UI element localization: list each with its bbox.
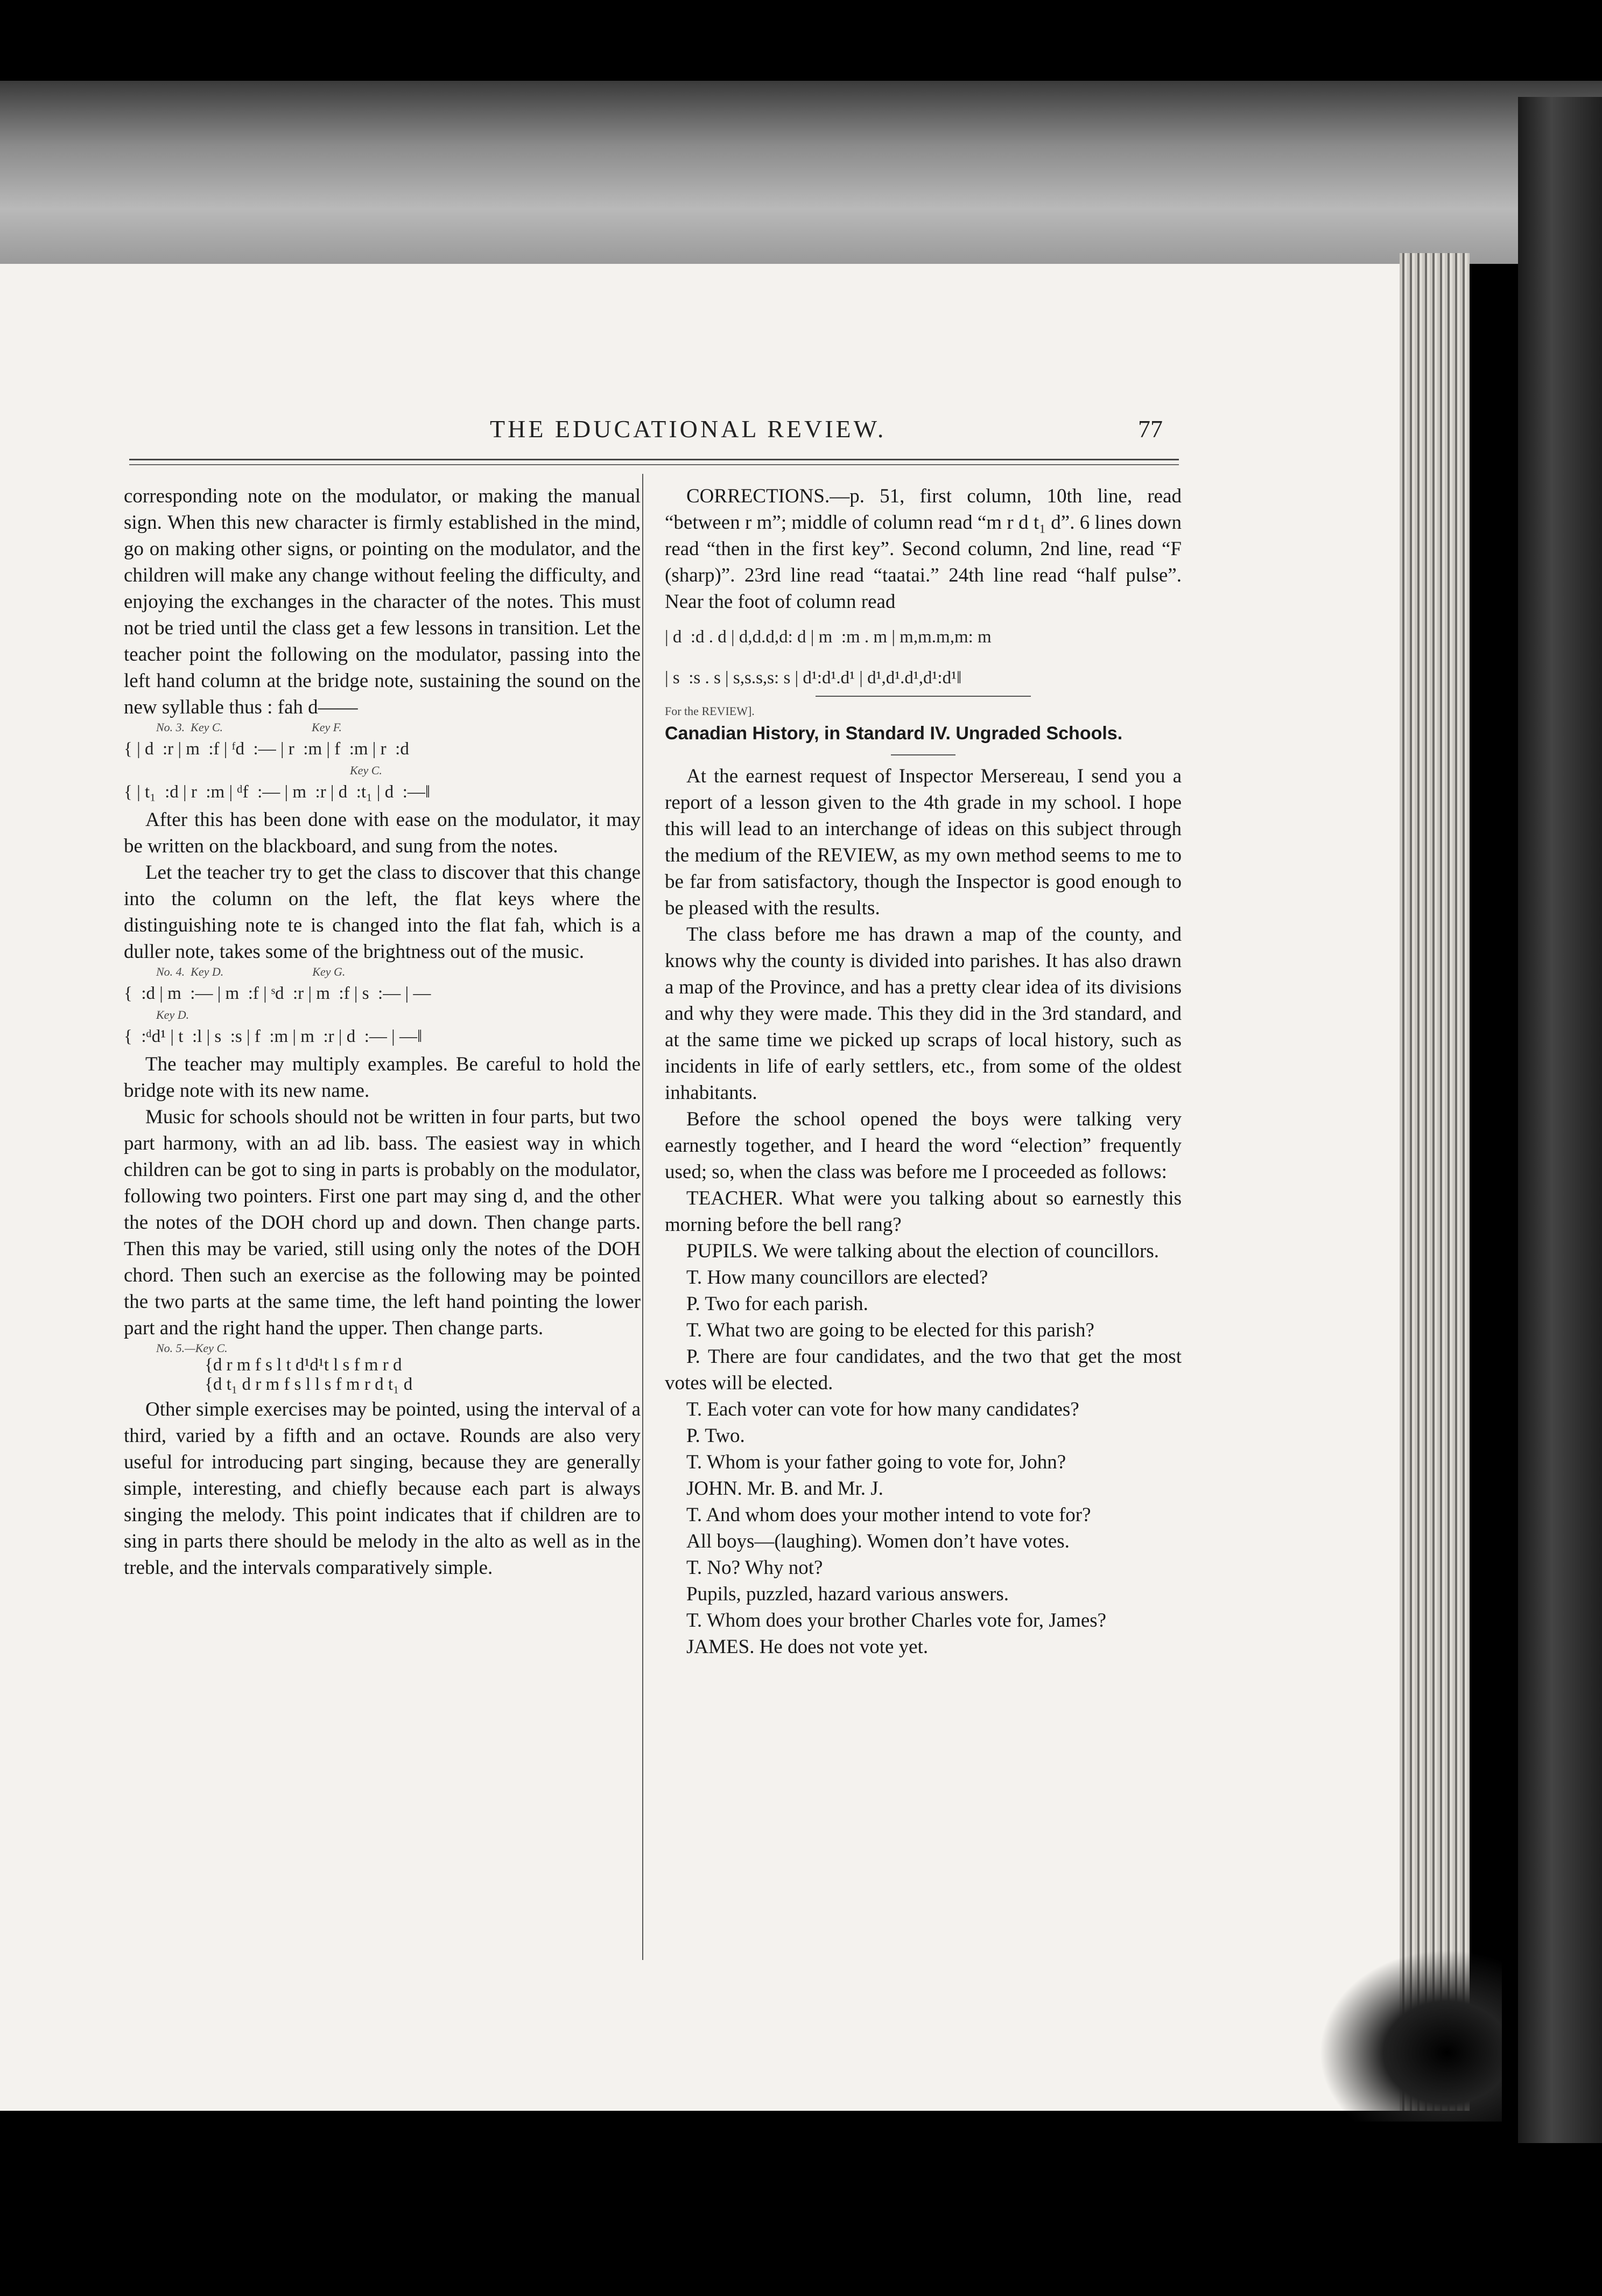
dialogue-line: T. How many councillors are elected? <box>686 1266 988 1289</box>
dialogue-line: P. There are four candidates, and the two that get the most votes will be elected. <box>665 1346 1182 1394</box>
header-rule-thin <box>129 464 1179 465</box>
music-notation: { :d | m :— | m :f | ˢd :r | m :f | s :— | — <box>124 984 431 1003</box>
paragraph: Let the teacher try to get the class to discover that this change into the column on the left, the flat keys where the distinguishing note te is changed into the flat fah, which is a duller note, takes some of the brightness out of the music. <box>124 862 641 963</box>
column-divider <box>642 474 643 1960</box>
dialogue-line: P. Two. <box>686 1425 745 1447</box>
attribution: For the REVIEW]. <box>665 704 755 718</box>
paragraph: Before the school opened the boys were talking very earnestly together, and I heard the word “election” frequently used; so, when the class was before me I proceeded as follows: <box>665 1108 1182 1183</box>
paragraph: corresponding note on the modulator, or making the manual sign. When this new character is firmly established in the mind, go on making other signs, or pointing on the modulator, and the children will make any change without feeling the difficulty, and enjoying the exchanges in the character of the notes. This must not be tried until the class get a few lessons in transition. Let the teacher point the following on the modulator, passing into the left hand column at the bridge note, sustaining the sound on the new syllable thus : fah d—— <box>124 485 641 718</box>
dialogue-line: JOHN. Mr. B. and Mr. J. <box>686 1478 883 1500</box>
music-notation: { | t₁ :d | r :m | ᵈf :— | m :r | d :t₁ | d :—‖ <box>124 782 431 802</box>
section-rule <box>816 696 1031 697</box>
article-heading: Canadian History, in Standard IV. Ungraded Schools. <box>665 723 1123 744</box>
dialogue-line: T. What two are going to be elected for this parish? <box>686 1319 1094 1341</box>
dialogue-line: T. Whom is your father going to vote for, John? <box>686 1451 1066 1473</box>
scan-shadow <box>1319 1949 1502 2122</box>
paragraph: The class before me has drawn a map of the county, and knows why the county is divided into parishes. It has also drawn a map of the Province, and has a pretty clear idea of its divisions and why they were made. This they did in the 3rd standard, and at the same time we picked up scraps of local history, such as incidents in life of early settlers, etc., from some of the oldest inhabitants. <box>665 923 1182 1104</box>
example-label: No. 4. Key D. Key G. <box>156 965 346 978</box>
page-number: 77 <box>1138 415 1163 443</box>
dialogue-line: TEACHER. What were you talking about so earnestly this morning before the bell rang? <box>665 1187 1182 1236</box>
music-notation: | s :s . s | s,s.s,s: s | d¹:d¹.d¹ | d¹,d¹.d¹,d¹:d¹‖ <box>665 668 962 688</box>
dialogue-line: PUPILS. We were talking about the election of councillors. <box>686 1240 1159 1262</box>
dialogue-line: P. Two for each parish. <box>686 1293 868 1315</box>
corrections-paragraph: CORRECTIONS.—p. 51, first column, 10th line, read “between r m”; middle of column read “m r d t₁ d”. 6 lines down read “then in the first key”. Second column, 2nd line, read “F (sharp)”. 23rd line read “taatai.” 24th line read “half pulse”. Near the foot of column read <box>665 485 1182 613</box>
paragraph: Other simple exercises may be pointed, using the interval of a third, varied by a fifth and an octave. Rounds are also very useful for introducing part singing, because they are generally simple, interesting, and chiefly because each part is always singing the melody. This point indicates that if children are to sing in parts there should be melody in the alto as well as in the treble, and the intervals comparatively simple. <box>124 1398 641 1579</box>
example-label: No. 5.—Key C. <box>156 1341 228 1355</box>
paragraph: After this has been done with ease on the modulator, it may be written on the blackboard, and sung from the notes. <box>124 809 641 857</box>
left-column <box>124 483 641 1581</box>
paragraph: At the earnest request of Inspector Mersereau, I send you a report of a lesson given to the 4th grade in my school. I hope this will lead to an interchange of ideas on this subject through the medium of the REVIEW, as my own method seems to me to be far from satisfactory, though the Inspector is good enough to be pleased with the results. <box>665 765 1182 919</box>
dialogue-line: T. Whom does your brother Charles vote for, James? <box>686 1609 1107 1632</box>
dialogue-line: Pupils, puzzled, hazard various answers. <box>686 1583 1009 1605</box>
example-label: No. 3. Key C. Key F. <box>156 720 342 734</box>
dialogue-line: T. And whom does your mother intend to vote for? <box>686 1504 1091 1526</box>
background-band <box>0 81 1602 264</box>
dialogue-line: T. Each voter can vote for how many candidates? <box>686 1398 1079 1420</box>
music-notation: | d :d . d | d,d.d,d: d | m :m . m | m,m.m,m: m <box>665 627 992 647</box>
example-key-label: Key D. <box>156 1008 189 1021</box>
paragraph: Music for schools should not be written in four parts, but two part harmony, with an ad lib. bass. The easiest way in which children can be got to sing in parts is probably on the modulator, following two pointers. First one part may sing d, and the other the notes of the DOH chord up and down. Then change parts. Then this may be varied, still using only the notes of the DOH chord. Then such an exercise as the following may be pointed the two parts at the same time, the left hand pointing the lower part and the right hand the upper. Then change parts. <box>124 1106 641 1339</box>
journal-title: THE EDUCATIONAL REVIEW. <box>490 415 887 443</box>
section-rule <box>891 754 955 755</box>
music-notation: {d r m f s l t d¹d¹t l s f m r d <box>205 1355 402 1375</box>
dialogue-line: T. No? Why not? <box>686 1557 823 1579</box>
paragraph: The teacher may multiply examples. Be careful to hold the bridge note with its new name. <box>124 1053 641 1102</box>
background-edge <box>1518 97 1602 2143</box>
book-spine-edge <box>1400 253 1470 2111</box>
music-notation: { | d :r | m :f | ᶠd :— | r :m | f :m | r :d <box>124 739 409 759</box>
page-header <box>124 415 1184 452</box>
header-rule <box>129 459 1179 460</box>
dialogue-line: JAMES. He does not vote yet. <box>686 1636 929 1658</box>
dialogue-line: All boys—(laughing). Women don’t have votes. <box>686 1530 1070 1552</box>
music-notation: { :ᵈd¹ | t :l | s :s | f :m | m :r | d :— | —‖ <box>124 1027 423 1046</box>
right-column <box>665 483 1182 1660</box>
example-key-label: Key C. <box>350 764 382 777</box>
music-notation: {d t₁ d r m f s l l s f m r d t₁ d <box>205 1375 413 1394</box>
